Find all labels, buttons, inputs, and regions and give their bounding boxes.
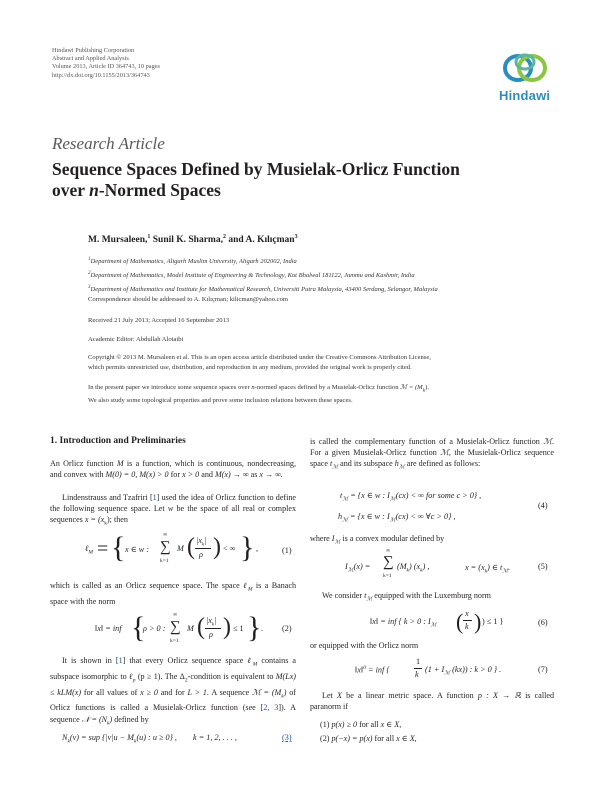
ref-link[interactable]: 1 [118, 656, 123, 665]
paranorm-item-2: (2) p(−x) = p(x) for all x ∈ X, [320, 734, 417, 743]
equation-7-number: (7) [538, 665, 548, 674]
equation-4-number: (4) [538, 501, 548, 510]
left-paragraph-2: Lindenstrauss and Tzafriri [1] used the idea of Orlicz function to define the following sequence space. Let w be the space of all real or complex sequences $x = (x_k)$; then [50, 493, 297, 528]
equation-3-number[interactable]: (3) [282, 733, 292, 742]
title-text: over [52, 180, 90, 200]
title-text: -Normed Spaces [98, 180, 221, 200]
right-paragraph-4: or equipped with the Orlicz norm [310, 641, 419, 650]
ref-link[interactable]: 1 [152, 493, 157, 502]
left-paragraph-3: which is called as an Orlicz sequence space. The space ℓ$_M$ is a Banach space with the norm [50, 581, 296, 606]
affiliation-1: $^1$Department of Mathematics, Aligarh Muslim University, Aligarh 202002, India [88, 257, 297, 266]
copyright-line-1: Copyright © 2013 M. Mursaleen et al. This is an open access article distributed under the Creative Commons Attribution License, [88, 354, 431, 361]
equation-5-number: (5) [538, 562, 548, 571]
author-sup: 3 [294, 234, 298, 240]
right-paragraph-5: Let X be a linear metric space. A function p : X → ℝ is called paranorm if [310, 691, 554, 712]
hindawi-logo-icon [496, 48, 556, 88]
equation-4a: $t_ℳ = \{x$ ∈ w : $I_ℳ(cx)$ < ∞ for some c > 0} , [340, 491, 482, 503]
journal-header [52, 47, 160, 80]
author-1: M. Mursaleen, [88, 235, 148, 246]
author-3: and A. Kılıçman [225, 235, 295, 246]
copyright-line-2: which permits unrestricted use, distribution, and reproduction in any medium, provided the original work is properly cited. [88, 363, 412, 371]
right-paragraph-2: where $I_ℳ$ is a convex modular defined by [310, 534, 445, 546]
paranorm-item-1: (1) p(x) ≥ 0 for all x ∈ X, [320, 720, 402, 729]
affiliations [88, 254, 558, 296]
journal-name: Abstract and Applied Analysis [52, 55, 129, 63]
equation-2-number: (2) [282, 624, 292, 633]
author-list [88, 234, 298, 245]
hindawi-logo-text: Hindawi [499, 88, 551, 103]
article-type: Research Article [52, 134, 165, 153]
equation-6-number: (6) [538, 618, 548, 627]
author-sup: 2 [222, 234, 226, 240]
author-sup: 1 [147, 234, 151, 240]
copyright-notice [88, 353, 550, 372]
author-2: Sunil K. Sharma, [150, 235, 223, 246]
equation-4b: $h_ℳ = \{x$ ∈ w : $I_ℳ(cx)$ < ∞ ∀c > 0} , [338, 512, 456, 524]
left-paragraph-4: It is shown in [1] that every Orlicz sequence space ℓ$_M$ contains a subspace isomorphic to ℓ$_p$ (p ≥ 1). The $\Delta_2$-condition is equivalent to M(Lx) ≤ kLM(x) for all values of x ≥ 0 and for L > 1. A sequence ℳ = $(M_k)$ of Orlicz functions is called a Musielak-Orlicz function (see [2, 3]). A sequence 𝒩 = $(N_k)$ defined by [50, 656, 296, 727]
right-paragraph-1: is called the complementary function of a Musielak-Orlicz function ℳ. For a given Musielak-Orlicz function ℳ, the Musielak-Orlicz sequence space $t_ℳ$ and its subspace $h_ℳ$ are defined as follows: [310, 437, 554, 472]
affiliation-2: $^2$Department of Mathematics, Model Institute of Engineering & Technology, Kot Bhalwal 181122, Jammu and Kashmir, India [88, 271, 415, 280]
right-paragraph-3: We consider $t_ℳ$ equipped with the Luxemburg norm [322, 591, 491, 603]
doi-link[interactable]: http://dx.doi.org/10.1155/2013/364743 [52, 71, 150, 79]
left-paragraph-1: An Orlicz function M is a function, which is continuous, nondecreasing, and convex with M(0) = 0, M(x) > 0 for x > 0 and M(x) → ∞ as x → ∞. [50, 459, 296, 480]
academic-editor: Academic Editor: Abdullah Alotaibi [88, 336, 184, 343]
received-dates: Received 21 July 2013; Accepted 16 September 2013 [88, 317, 230, 324]
equation-3: $N_k(v)$ = sup {$|v|u - M_k(u)$ : u ≥ 0} , k = 1, 2, . . . , [62, 733, 237, 745]
abstract-line-2: We also study some topological properties and prove some inclusion relations between these spaces. [88, 396, 353, 404]
publisher: Hindawi Publishing Corporation [52, 47, 135, 54]
title-n: n [89, 180, 99, 200]
affiliation-3: $^3$Department of Mathematics and Institute for Mathematical Research, Universiti Putra Malaysia, 43400 Serdang, Selangor, Malaysia [88, 285, 438, 294]
abstract-line-1: In the present paper we introduce some sequence spaces over n-normed spaces defined by a Musielak-Orlicz function ℳ = $(M_k)$. [88, 384, 430, 394]
volume-info: Volume 2013, Article ID 364743, 10 pages [52, 63, 160, 71]
title-line-2 [52, 180, 552, 201]
article-title [52, 159, 552, 201]
title-line-1: Sequence Spaces Defined by Musielak-Orlicz Function [52, 159, 460, 179]
correspondence: Correspondence should be addressed to A. Kılıçman; kilicman@yahoo.com [88, 296, 288, 303]
equation-1-number: (1) [282, 546, 292, 555]
ref-link[interactable]: 2, 3 [263, 703, 279, 713]
abstract [88, 383, 550, 405]
section-heading: 1. Introduction and Preliminaries [50, 436, 186, 446]
